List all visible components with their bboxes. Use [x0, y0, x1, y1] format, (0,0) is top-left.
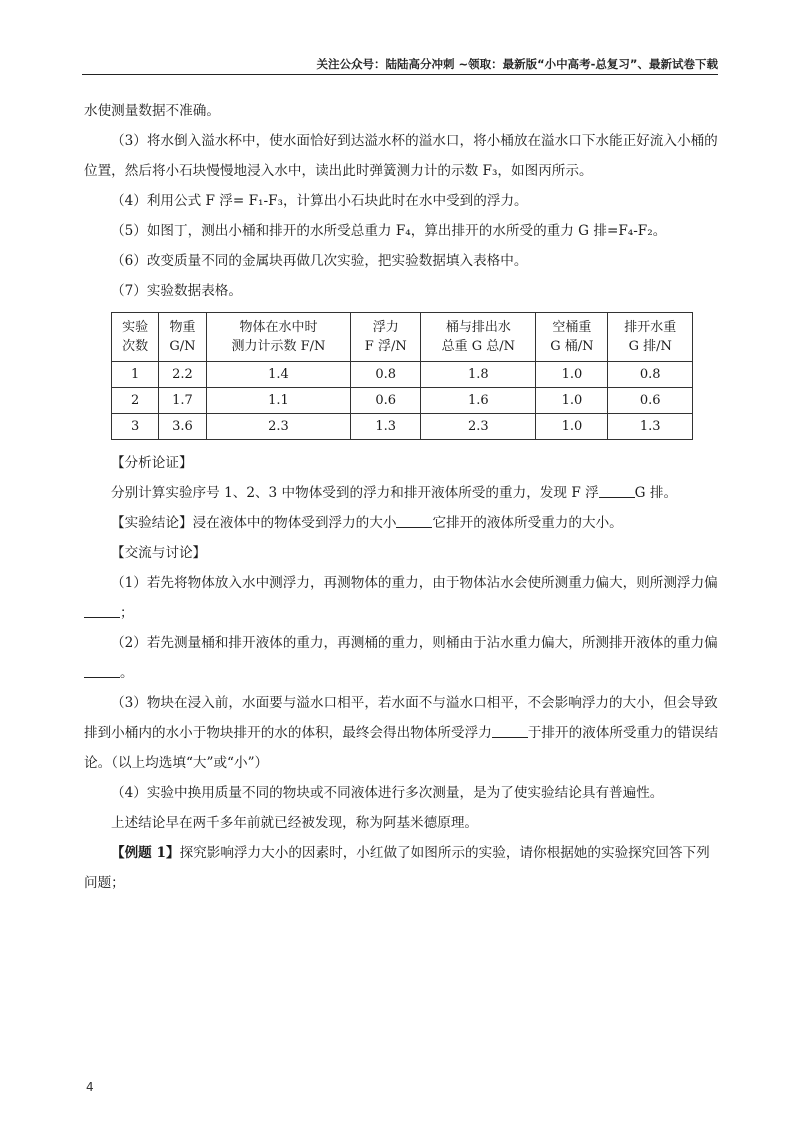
conclusion: 【实验结论】浸在液体中的物体受到浮力的大小 它排开的液体所受重力的大小。 — [84, 508, 720, 538]
answer-blank[interactable] — [492, 721, 528, 738]
header-scale-reading: 物体在水中时 测力计示数 F/N — [206, 313, 351, 362]
conclusion-heading: 【实验结论】 — [111, 515, 193, 531]
table-cell: 0.8 — [351, 362, 421, 388]
data-table — [111, 312, 693, 440]
table-cell: 2.3 — [206, 414, 351, 440]
header-buoyancy: 浮力 F 浮/N — [351, 313, 421, 362]
header-rule — [82, 74, 718, 75]
header-trial: 实验 次数 — [112, 313, 159, 362]
discussion-item-2: （2）若先测量桶和排开液体的重力，再测桶的重力，则桶由于沾水重力偏大，所测排开液体的重力偏。 — [84, 628, 720, 688]
analysis-heading: 【分析论证】 — [111, 455, 193, 471]
answer-blank[interactable] — [84, 661, 120, 678]
table-cell: 0.6 — [351, 388, 421, 414]
table-cell: 2.3 — [421, 414, 536, 440]
table-cell: 0.8 — [608, 362, 693, 388]
page-number: 4 — [86, 1080, 94, 1094]
step-4: （4）利用公式 F 浮= F₁-F₃，计算出小石块此时在水中受到的浮力。 — [111, 193, 528, 209]
table-cell: 3 — [112, 414, 159, 440]
summary-text: 上述结论早在两千多年前就已经被发现，称为阿基米德原理。 — [111, 815, 479, 831]
example-1: 【例题 1】探究影响浮力大小的因素时，小红做了如图所示的实验，请你根据她的实验探究回答下列问题； — [84, 845, 710, 891]
discussion-item-4: （4）实验中换用质量不同的物块或不同液体进行多次测量，是为了使实验结论具有普遍性。 — [111, 785, 664, 801]
discussion-item-1: （1）若先将物体放入水中测浮力，再测物体的重力，由于物体沾水会使所测重力偏大，则所测浮力偏； — [84, 568, 720, 628]
step-7: （7）实验数据表格。 — [111, 283, 242, 299]
table-row — [112, 388, 693, 414]
table-cell: 1.0 — [536, 414, 608, 440]
discussion-heading: 【交流与讨论】 — [111, 545, 207, 561]
table-cell: 1.8 — [421, 362, 536, 388]
header-displaced-water: 排开水重 G 排/N — [608, 313, 693, 362]
table-cell: 1.0 — [536, 388, 608, 414]
table-cell: 2 — [112, 388, 159, 414]
table-cell: 1.0 — [536, 362, 608, 388]
table-cell: 1.4 — [206, 362, 351, 388]
analysis-text: 分别计算实验序号 1、2、3 中物体受到的浮力和排开液体所受的重力，发现 F 浮 G 排。 — [84, 478, 720, 508]
table-row — [112, 362, 693, 388]
example-label: 【例题 1】 — [111, 845, 180, 861]
header-total-weight: 桶与排出水 总重 G 总/N — [421, 313, 536, 362]
answer-blank[interactable] — [84, 601, 120, 618]
answer-blank[interactable] — [599, 481, 635, 498]
step-6: （6）改变质量不同的金属块再做几次实验，把实验数据填入表格中。 — [111, 253, 528, 269]
answer-blank[interactable] — [396, 511, 432, 528]
table-cell: 1.3 — [608, 414, 693, 440]
table-cell: 3.6 — [159, 414, 206, 440]
discussion-item-3: （3）物块在浸入前，水面要与溢水口相平，若水面不与溢水口相平，不会影响浮力的大小，但会导致排到小桶内的水小于物块排开的水的体积，最终会得出物体所受浮力 于排开的液体所受重力的错误结论。（以上均选填“大”或“小”） — [84, 695, 719, 771]
table-row — [112, 414, 693, 440]
table-cell: 1.1 — [206, 388, 351, 414]
table-cell: 1.6 — [421, 388, 536, 414]
table-header-row — [112, 313, 693, 362]
table-cell: 2.2 — [159, 362, 206, 388]
header-weight: 物重 G/N — [159, 313, 206, 362]
table-cell: 1.7 — [159, 388, 206, 414]
table-cell: 1 — [112, 362, 159, 388]
table-cell: 1.3 — [351, 414, 421, 440]
page-header: 关注公众号：陆陆高分冲刺 ~领取：最新版“小中高考-总复习”、最新试卷下载 — [316, 57, 718, 71]
table-cell: 0.6 — [608, 388, 693, 414]
header-empty-bucket: 空桶重 G 桶/N — [536, 313, 608, 362]
step-3: （3）将水倒入溢水杯中，使水面恰好到达溢水杯的溢水口，将小桶放在溢水口下水能正好流入小桶的位置，然后将小石块慢慢地浸入水中，读出此时弹簧测力计的示数 F₃，如图丙所示。 — [84, 133, 718, 179]
step-5: （5）如图丁，测出小桶和排开的水所受总重力 F₄，算出排开的水所受的重力 G 排=F₄-F₂。 — [111, 223, 667, 239]
paragraph-continued: 水使测量数据不准确。 — [84, 103, 220, 119]
document-body — [84, 96, 720, 898]
